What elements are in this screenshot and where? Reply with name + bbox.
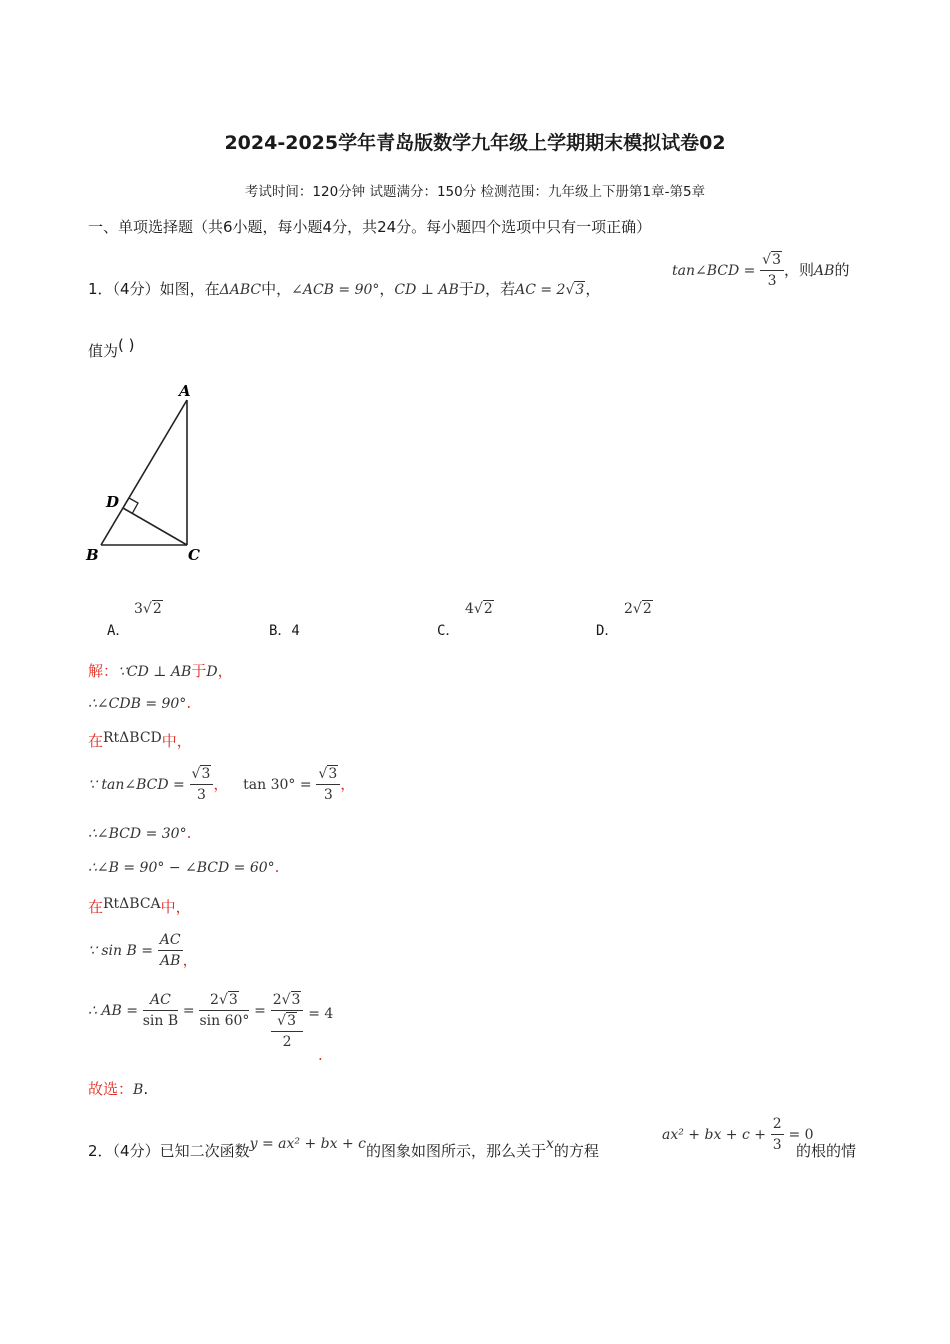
question-1-line-1 [88,278,600,299]
answer-blank: ( ) [118,336,135,354]
frac-num: 2 [771,1114,784,1135]
sol-math: ∴∠CDB = 90° [88,696,187,712]
q1-text: 值为 [88,342,119,360]
option-a[interactable] [107,620,129,640]
frac-den: sin B [142,1013,179,1029]
sol-math: D [206,664,218,680]
option-d-coef: 2 [624,601,633,617]
frac-den: 3 [196,787,206,803]
sol-text: . [143,1080,149,1098]
frac-num: AC [158,930,183,951]
sol-math: = [182,1003,195,1019]
sol-fraction [158,930,183,971]
frac-den: 2 [271,1031,304,1052]
option-d[interactable] [596,620,618,640]
sol-text: ， [217,662,233,680]
q1-text: 于 [458,280,474,298]
section-heading: 一、单项选择题（共6小题，每小题4分，共24分。每小题四个选项中只有一项正确） [88,218,652,236]
sol-text: 在 [88,732,104,750]
answer-value: B [133,1082,144,1098]
q2-text: 的图象如图所示，那么关于 [365,1142,546,1160]
q1-text: ， [585,280,601,298]
solution-line-9 [88,990,333,1052]
option-d-label: D． [596,623,619,639]
label-d: D [106,493,120,511]
frac-den: AB [159,953,181,969]
question-score: （4分） [112,280,160,298]
q1-text: ，若 [485,280,516,298]
frac-rad: 3 [228,992,238,1008]
option-a-rad: 2 [152,601,162,617]
option-b-label: B．4 [269,623,300,639]
frac-num: 3 [201,766,211,782]
sol-math: ∴∠B = 90° − ∠BCD = 60° [88,860,275,876]
point-d: D [473,282,486,298]
solution-line-2 [88,694,191,712]
sol-text: 中， [161,732,192,750]
q2-text: 已知二次函数 [159,1142,250,1160]
q1-text: 的 [834,261,850,279]
solution-line-6 [88,858,279,876]
ac-length: AC = 2√3 [515,282,585,298]
angle-acb: ∠ACB = 90° [291,282,380,298]
sol-math: = 4 [308,1006,334,1022]
option-c-coef: 4 [465,601,474,617]
frac-den: 3 [772,1137,782,1153]
frac-rad: 3 [287,1013,296,1029]
option-d-rad: 2 [642,601,652,617]
question-2-line-1-end: 的根的情 [796,1142,857,1160]
frac-coef: 2 [272,992,282,1008]
sol-math: ∴ AB = [88,1003,138,1019]
equation-fraction [771,1114,784,1155]
label-c: C [188,546,200,564]
question-score: （4分） [112,1142,160,1160]
variable-x: x [545,1136,554,1152]
cd-perp-ab: CD ⊥ AB [394,282,459,298]
quadratic-function: y = ax² + bx + c [249,1136,366,1152]
q1-text: ，则 [784,261,815,279]
sol-text: . [186,694,192,712]
question-1-line-2 [88,336,135,361]
solution-line-1 [88,660,233,681]
q1-text: 中， [261,280,292,298]
solution-line-9-end: . [318,1046,323,1064]
label-b: B [86,546,99,564]
sol-math: ∵ tan∠BCD = [88,777,185,793]
triangle-figure [80,378,210,570]
question-2-line-1 [88,1136,599,1161]
q1-text: ， [379,280,395,298]
segment-ab: AB [814,263,835,279]
frac-coef: 2 [210,992,219,1008]
tan-num: 3 [772,252,782,268]
sol-math: tan 30° = [243,777,312,793]
solution-label: 解： [88,662,119,680]
solution-line-3 [88,730,192,751]
sol-text: 在 [88,898,104,916]
solution-line-4 [88,764,355,805]
frac-den: sin 60° [199,1013,250,1029]
q2-text: 的方程 [553,1142,599,1160]
option-b[interactable] [269,620,300,640]
tan-condition [672,250,849,291]
page-title: 2024-2025学年青岛版数学九年级上学期期末模拟试卷02 [224,132,726,154]
sol-math: ∴∠BCD = 30° [88,826,187,842]
option-c-label: C． [437,623,460,639]
option-c-rad: 2 [483,601,493,617]
question-2-equation [662,1114,814,1155]
sol-text: ， [340,775,356,793]
sol-text: . [274,858,280,876]
sol-text: ， [182,951,198,969]
option-d-value: 2√2 [624,601,652,617]
sol-math: RtΔBCD [103,730,162,746]
solution-line-8 [88,930,198,971]
equation-rhs: = 0 [788,1127,814,1143]
ac-radicand: 3 [575,282,585,298]
option-a-label: A． [107,623,130,639]
tan-den: 3 [767,273,777,289]
sol-fraction [143,990,178,1031]
option-a-coef: 3 [134,601,143,617]
sol-math: ∵CD ⊥ AB [118,664,192,680]
frac-den: 3 [323,787,333,803]
sol-fraction: $\frac{√3}{3}$ [316,764,340,805]
sol-fraction: $\frac{2√3}{\sin 60^\circ}$ [199,992,250,1029]
sol-fraction: $\frac{√3}{3}$ [190,764,214,805]
question-number: 2． [88,1142,113,1160]
frac-num: AC [143,990,178,1011]
answer-label: 故选： [88,1080,134,1098]
sol-math: ∵ sin B = [88,943,153,959]
solution-answer [88,1078,148,1099]
sol-text: 中， [160,898,191,916]
question-number: 1． [88,280,113,298]
sol-text: ， [213,775,229,793]
sol-text: 于 [191,662,207,680]
solution-line-5 [88,824,191,842]
tan-lhs: tan∠BCD = [672,263,756,279]
exam-info: 考试时间：120分钟 试题满分：150分 检测范围：九年级上下册第1章-第5章 [244,184,706,200]
tan-fraction: $\frac{√3}{3}$ [760,250,784,291]
label-a: A [179,382,191,400]
sol-math: = [254,1003,266,1019]
q1-text: 如图，在 [159,280,220,298]
ac-lhs: AC = 2 [515,282,566,298]
sol-nested-fraction: 2√3 √3 2 [271,990,304,1052]
triangle-abc: ΔABC [219,282,262,298]
frac-rad: 3 [291,992,301,1008]
option-c[interactable] [437,620,459,640]
option-a-value: 3√2 [134,601,162,617]
option-c-value: 4√2 [465,601,493,617]
sol-text: . [186,824,192,842]
sol-math: RtΔBCA [103,896,161,912]
frac-num: 3 [328,766,338,782]
equation-lhs: ax² + bx + c + [662,1127,766,1143]
solution-line-7 [88,896,191,917]
